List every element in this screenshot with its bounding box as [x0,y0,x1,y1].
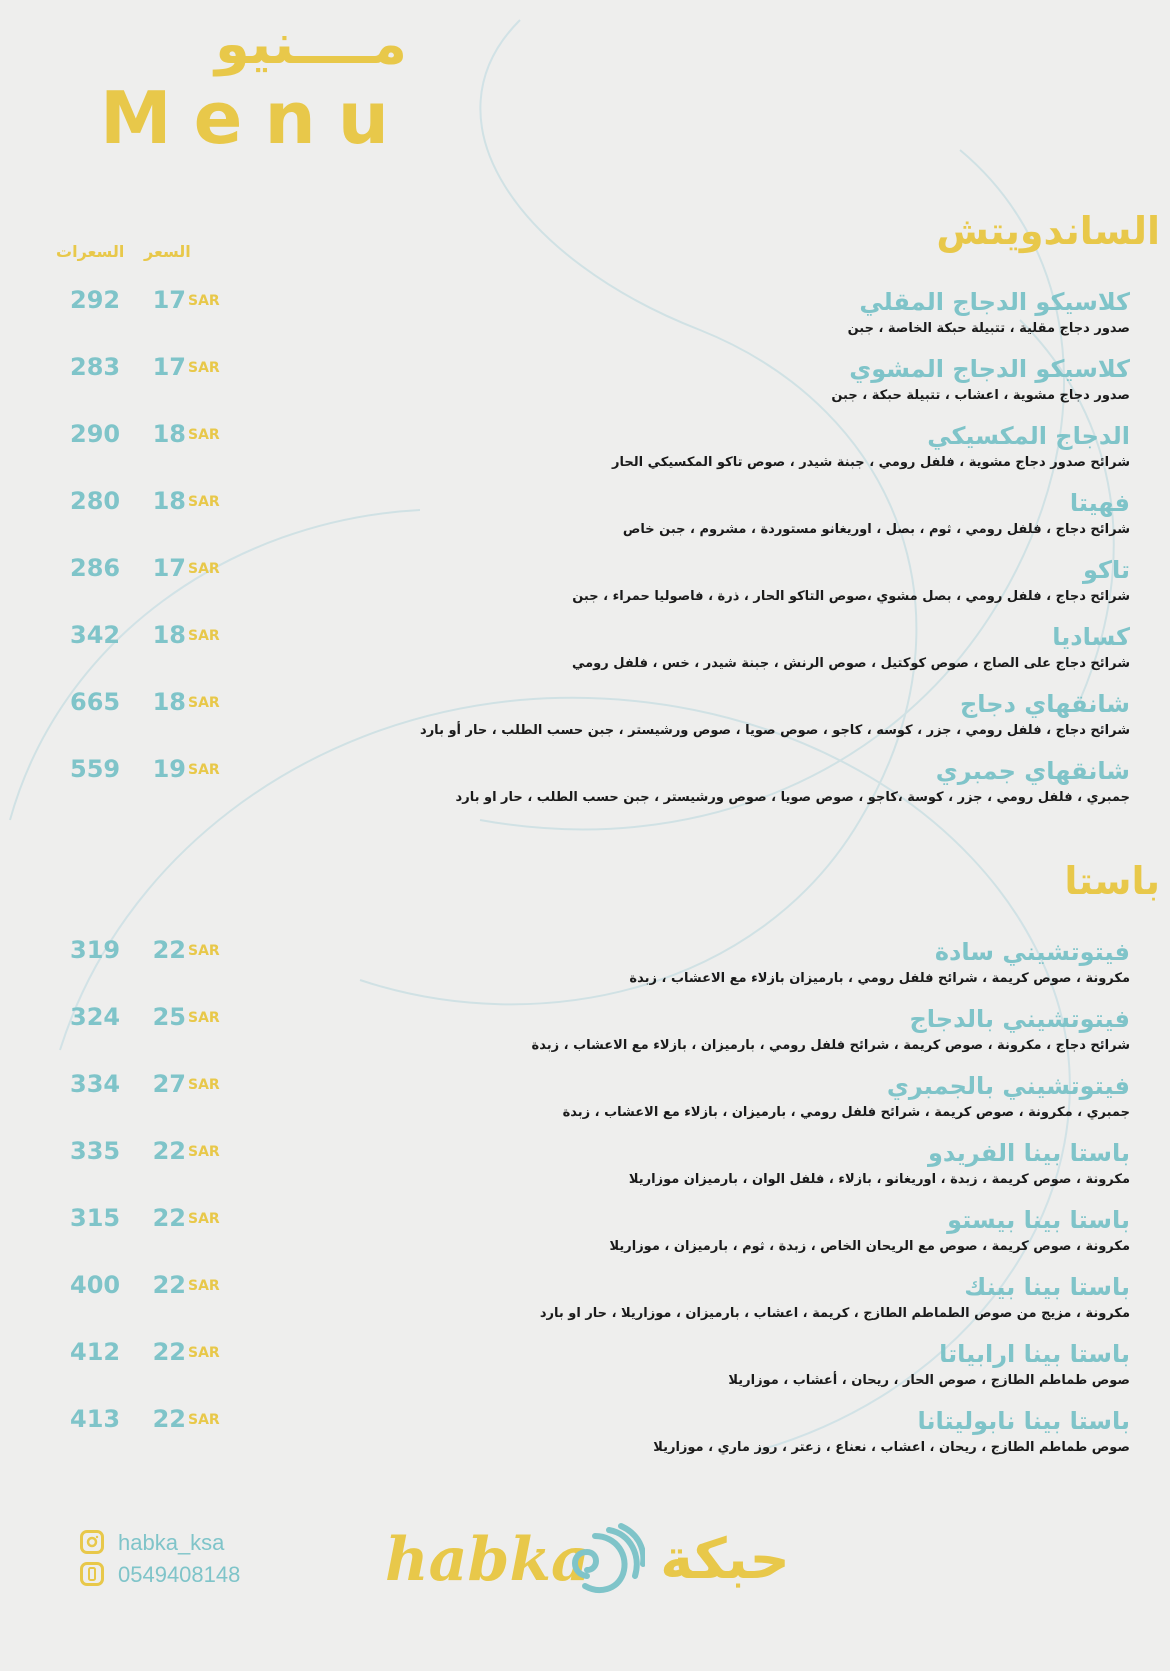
currency-label: SAR [188,1144,220,1160]
menu-item-calories: 290 [70,420,121,448]
currency-label: SAR [188,695,220,711]
menu-item-price-row [60,752,230,786]
menu-item [330,352,1130,418]
instagram-handle: habka_ksa [118,1530,225,1555]
menu-item-price: 22 [152,1204,186,1232]
menu-item-price: 18 [152,420,186,448]
menu-item-name: فيتوتشيني بالدجاج [909,1005,1130,1033]
currency-label: SAR [188,1077,220,1093]
phone-contact[interactable] [80,1558,280,1592]
menu-item-description: شرائح دجاج ، مكرونة ، صوص كريمة ، شرائح فلفل رومي ، بارميزان ، بازلاء مع الاعشاب ، زبدة [531,1038,1130,1053]
menu-item-name: باستا بينا ارابياتا [939,1340,1130,1368]
menu-item-description: مكرونة ، صوص كريمة ، شرائح فلفل رومي ، بارميزان بازلاء مع الاعشاب ، زبدة [629,971,1130,986]
currency-label: SAR [188,293,220,309]
menu-item [330,1337,1130,1403]
menu-item-price: 22 [152,936,186,964]
logo-text-arabic: حبكة [660,1527,790,1592]
menu-item-price-row [60,283,230,317]
menu-item [330,486,1130,552]
section-title-pasta: باستا [1064,859,1160,903]
menu-item-description: جمبري ، فلفل رومي ، جزر ، كوسة ،كاجو ، صوص صويا ، صوص ورشيستر ، جبن حسب الطلب ، حار او بارد [455,790,1130,805]
menu-item [330,285,1130,351]
currency-label: SAR [188,561,220,577]
currency-label: SAR [188,427,220,443]
menu-item-name: شانقهاي جمبري [935,757,1130,785]
instagram-icon [80,1530,104,1554]
menu-item-price-row [60,1134,230,1168]
menu-item-price-row [60,350,230,384]
menu-item [330,1270,1130,1336]
menu-item-calories: 342 [70,621,121,649]
menu-item [330,419,1130,485]
menu-item-description: شرائح دجاج ، فلفل رومي ، ثوم ، بصل ، اوريغانو مستوردة ، مشروم ، جبن خاص [622,522,1130,537]
menu-item-calories: 559 [70,755,121,783]
menu-item-calories: 665 [70,688,121,716]
menu-item-calories: 335 [70,1137,121,1165]
menu-item-name: باستا بينا الفريدو [928,1139,1130,1167]
calories-column-header: السعرات [56,242,125,261]
menu-item-calories: 334 [70,1070,121,1098]
menu-item-description: مكرونة ، صوص كريمة ، صوص مع الريحان الخاص ، زبدة ، ثوم ، بارميزان ، موزاريلا [609,1239,1130,1254]
currency-label: SAR [188,1010,220,1026]
menu-item-calories: 286 [70,554,121,582]
menu-item-name: تاكو [1082,556,1130,584]
menu-item-price-row [60,1000,230,1034]
phone-icon [80,1562,104,1586]
menu-item-price: 19 [152,755,186,783]
menu-item-price-row [60,933,230,967]
menu-title-arabic: مــــنيو [215,12,408,77]
menu-item-description: صوص طماطم الطازج ، ريحان ، اعشاب ، نعناع ، زعتر ، روز ماري ، موزاريلا [653,1440,1130,1455]
menu-item-price-row [60,1067,230,1101]
menu-item-calories: 412 [70,1338,121,1366]
menu-item-price: 17 [152,554,186,582]
price-column-header: السعر [144,242,191,261]
menu-item-price: 27 [152,1070,186,1098]
menu-item [330,687,1130,753]
menu-item-calories: 324 [70,1003,121,1031]
menu-item-price-row [60,417,230,451]
habka-logo-mark-icon [565,1522,645,1598]
menu-item-name: شانقهاي دجاج [959,690,1130,718]
menu-item-price-row [60,484,230,518]
menu-item-calories: 315 [70,1204,121,1232]
currency-label: SAR [188,1278,220,1294]
menu-item [330,1203,1130,1269]
menu-item-price: 18 [152,487,186,515]
menu-item-description: شرائح صدور دجاج مشوية ، فلفل رومي ، جبنة شيدر ، صوص تاكو المكسيكي الحار [612,455,1130,470]
menu-item [330,1404,1130,1470]
currency-label: SAR [188,494,220,510]
menu-item-price: 22 [152,1271,186,1299]
menu-item-name: كلاسيكو الدجاج المقلي [859,288,1130,316]
menu-item-name: فيتوتشيني سادة [934,938,1130,966]
menu-item-price-row [60,1335,230,1369]
menu-item-name: الدجاج المكسيكي [927,422,1130,450]
section-title-sandwiches: الساندويتش [936,209,1160,253]
menu-item [330,754,1130,820]
menu-item-description: مكرونة ، مزيج من صوص الطماطم الطازج ، كريمة ، اعشاب ، بارميزان ، موزاريلا ، حار او بارد [539,1306,1130,1321]
menu-item-description: شرائح دجاج ، فلفل رومي ، بصل مشوي ،صوص التاكو الحار ، ذرة ، فاصوليا حمراء ، جبن [572,589,1130,604]
menu-item-price: 22 [152,1338,186,1366]
menu-item [330,935,1130,1001]
menu-item-description: صدور دجاج مقلية ، تتبيلة حبكة الخاصة ، جبن [847,321,1130,336]
menu-item-calories: 280 [70,487,121,515]
menu-item-name: باستا بينا نابوليتانا [917,1407,1130,1435]
menu-item-description: شرائح دجاج على الصاج ، صوص كوكتيل ، صوص الرنش ، جبنة شيدر ، خس ، فلفل رومي [571,656,1130,671]
menu-item [330,1002,1130,1068]
logo-text-latin: habka [385,1525,590,1595]
menu-item-description: صوص طماطم الطازج ، صوص الحار ، ريحان ، أعشاب ، موزاريلا [728,1373,1130,1388]
menu-item-name: باستا بينا بينك [964,1273,1130,1301]
menu-item-calories: 319 [70,936,121,964]
currency-label: SAR [188,943,220,959]
menu-title-english: Menu [100,76,411,160]
menu-item-price: 18 [152,688,186,716]
currency-label: SAR [188,628,220,644]
menu-item [330,553,1130,619]
menu-item-price-row [60,618,230,652]
menu-item-price-row [60,1402,230,1436]
menu-item-price: 18 [152,621,186,649]
menu-item-description: مكرونة ، صوص كريمة ، زبدة ، اوريغانو ، بازلاء ، فلفل الوان ، بارميزان موزاريلا [628,1172,1130,1187]
menu-item-description: شرائح دجاج ، فلفل رومي ، جزر ، كوسه ، كاجو ، صوص صويا ، صوص ورشيستر ، جبن حسب الطلب ، حار أو بارد [420,723,1130,738]
menu-item-price-row [60,1201,230,1235]
currency-label: SAR [188,1412,220,1428]
currency-label: SAR [188,762,220,778]
instagram-contact[interactable] [80,1526,280,1560]
menu-item-price: 25 [152,1003,186,1031]
menu-item-name: كلاسيكو الدجاج المشوي [849,355,1130,383]
menu-item-price: 22 [152,1137,186,1165]
menu-item-price: 17 [152,353,186,381]
menu-item-name: كساديا [1052,623,1130,651]
menu-item-name: فيتوتشيني بالجمبري [886,1072,1130,1100]
menu-item-calories: 413 [70,1405,121,1433]
menu-item-description: جمبري ، مكرونة ، صوص كريمة ، شرائح فلفل رومي ، بارميزان ، بازلاء مع الاعشاب ، زبدة [562,1105,1130,1120]
menu-item-price-row [60,551,230,585]
menu-item-calories: 292 [70,286,121,314]
currency-label: SAR [188,360,220,376]
currency-label: SAR [188,1211,220,1227]
menu-item-calories: 400 [70,1271,121,1299]
menu-item-calories: 283 [70,353,121,381]
menu-item-description: صدور دجاج مشوية ، اعشاب ، تتبيلة حبكة ، جبن [831,388,1130,403]
menu-item [330,1136,1130,1202]
menu-item-price: 22 [152,1405,186,1433]
menu-item-price-row [60,1268,230,1302]
menu-item-price: 17 [152,286,186,314]
currency-label: SAR [188,1345,220,1361]
menu-item-name: فهيتا [1069,489,1130,517]
phone-number: 0549408148 [118,1562,241,1587]
menu-item-name: باستا بينا بيستو [947,1206,1130,1234]
menu-item-price-row [60,685,230,719]
menu-item [330,620,1130,686]
menu-item [330,1069,1130,1135]
